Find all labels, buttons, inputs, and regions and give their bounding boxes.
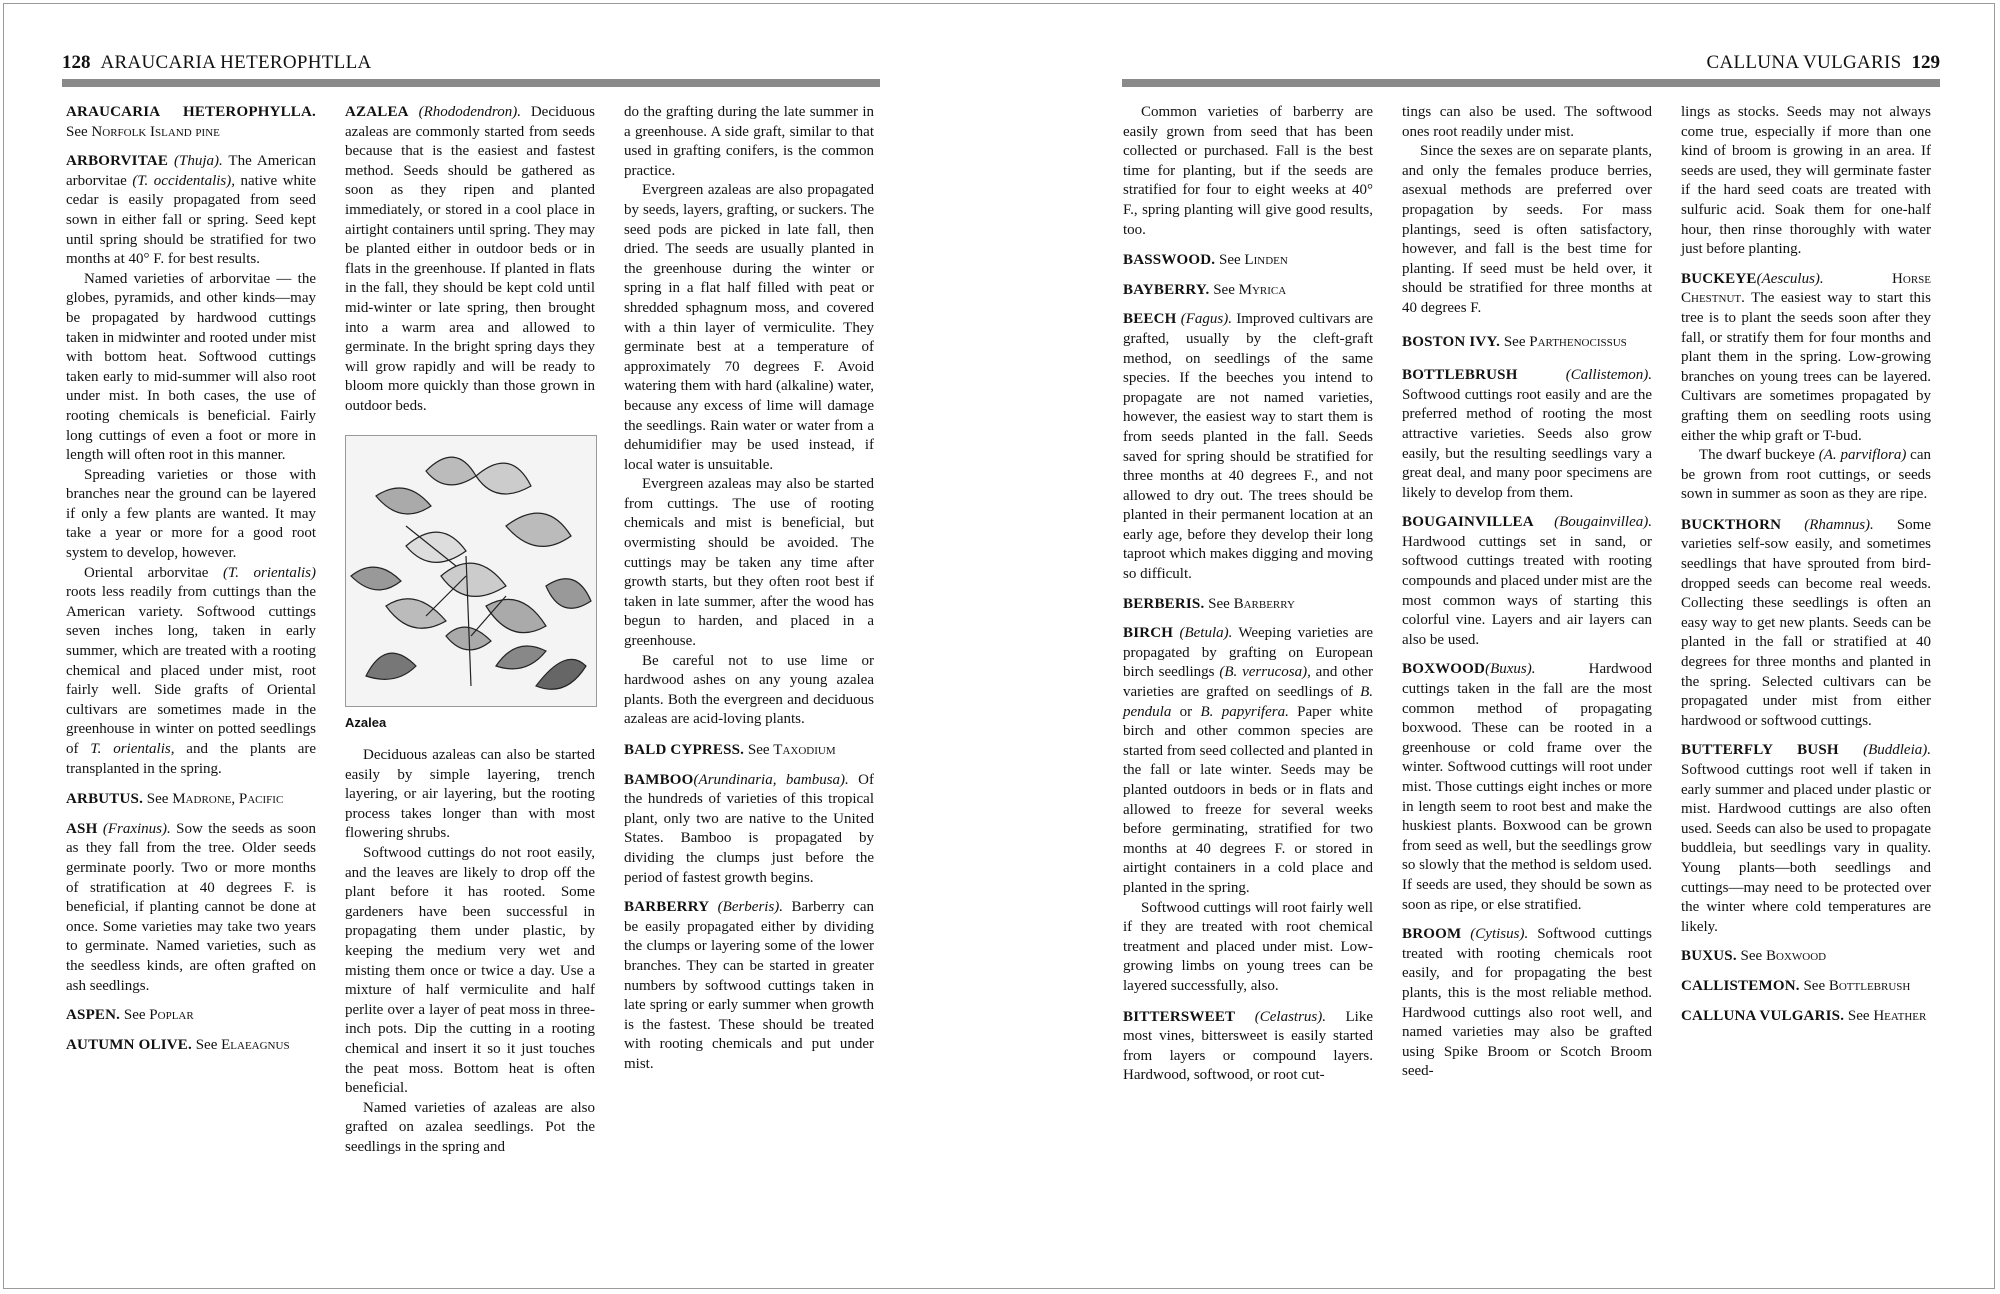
scientific-name: (Arundinaria, bambusa). [693, 771, 849, 788]
entry-barberry [624, 898, 874, 1074]
right-page [1122, 0, 1940, 1294]
headword: BAYBERRY. [1123, 281, 1210, 298]
entry-text: See [143, 791, 173, 808]
paragraph: Be careful not to use lime or hardwood ashes on any young azalea plants. Both the evergreen and deciduous azaleas are acid-loving plants. [624, 652, 874, 728]
paragraph: Common varieties of barberry are easily grown from seed that has been collected or purchased. Fall is the best time for planting, but if the seeds are stratified for four to eight weeks at 40° F., spring planting will give good results, too. [1123, 104, 1373, 238]
cross-reference: Madrone, Pacific [172, 791, 284, 808]
entry-text: roots less readily from cuttings than the American variety. Softwood cuttings seven inches long, taken in early summer, which are treated with a rooting chemical and placed under mist, root fairly well. Side grafts of Oriental cultivars are sometimes made in the greenhouse in winter on potted seedlings of [66, 584, 316, 757]
entry-text: See [1500, 333, 1530, 350]
entry-bottlebrush [1402, 366, 1652, 503]
paragraph: Softwood cuttings will root fairly well if they are treated with root chemical treatment and placed under mist. Low-growing limbs on young trees can be layered successfully, also. [1123, 899, 1373, 994]
entry-text: Barberry can be easily propagated either by dividing the clumps or layering some of the lower branches. They can be started in greater numbers by softwood cuttings taken in late spring or early summer when growth is the fastest. These should be treated with rooting chemicals and put under mist. [624, 899, 874, 1072]
headword: BALD CYPRESS. [624, 742, 745, 758]
entry-text: Some varieties self-sow easily, and sometimes seedlings that have sprouted from bird-dropped seeds can become real weeds. Collecting these seedlings is often an easy way to get new plants. Seeds can be planted in the fall or stratified at 40 degrees for three months and planted in the spring. Selected cultivars can be propagated under mist from either hardwood or softwood cuttings. [1681, 516, 1931, 729]
paragraph: Softwood cuttings do not root easily, and the leaves are likely to drop off the plant before it has rooted. Some gardeners have been successful in propagating them under plastic, by keeping the medium very wet and misting them once or twice a day. Use a mixture of half vermiculite and half perlite over a layer of peat moss in three-inch pots. Dip the cutting in a rooting chemical and insert it so it just touches the peat moss. Bottom heat is often beneficial. [345, 845, 595, 1097]
headword: BUTTERFLY BUSH [1681, 742, 1839, 759]
scientific-name: (B. verrucosa), [1219, 664, 1311, 681]
scientific-name: (Thuja). [168, 153, 223, 170]
paragraph: Since the sexes are on separate plants, and only the females produce berries, asexual methods are preferred over propagation by seeds. For mass plantings, seed is often satisfactory, however, and fall is the best time for planting. If seed must be held over, it should be stratified for three months at 40 degrees F. [1402, 143, 1652, 316]
page-number-left: 128 [62, 52, 91, 73]
entry-text: Hardwood cuttings taken in the fall are the most common method of propagating boxwood. These can be rooted in a greenhouse or cold frame over the winter. Softwood cuttings will root under mist. Those cuttings eight inches or more in length seem to root best and make the huskiest plants. Boxwood can be grown from seed as well, but the seedlings grow so slowly that the method is seldom used. If seeds are used, they should be sown as soon as ripe, or else stratified. [1402, 661, 1652, 913]
headword: BROOM [1402, 926, 1462, 943]
entry-araucaria [66, 103, 316, 142]
scientific-name: (Celastrus). [1235, 1008, 1326, 1025]
column-2 [345, 103, 595, 1158]
entry-autumn-olive [66, 1036, 316, 1056]
headword: CALLISTEMON. [1681, 977, 1800, 994]
headword: BAMBOO [624, 771, 694, 788]
paragraph: Spreading varieties or those with branches near the ground can be layered if only a few plants are wanted. It may take a year or more for a good root system to develop, however. [66, 466, 316, 562]
entry-text: See [1215, 252, 1245, 269]
figure-caption: Azalea [345, 714, 387, 730]
cross-reference: Heather [1873, 1007, 1927, 1024]
left-page [62, 0, 880, 1294]
entry-callistemon [1681, 977, 1931, 997]
headword: BITTERSWEET [1123, 1008, 1236, 1025]
headword: BIRCH [1123, 625, 1174, 642]
headword: BERBERIS. [1123, 595, 1205, 612]
entry-text: The easiest way to start this tree is to plant the seeds soon after they fall, or stratify them for four months and plant them in the spring. Low-growing branches on young trees can be layered. Cultivars are sometimes propagated by grafting them on seedling roots using either the whip graft or T-bud. [1681, 290, 1931, 444]
entry-text: See [1204, 595, 1234, 612]
entry-text: See [191, 1036, 222, 1053]
entry-buckthorn [1681, 516, 1931, 732]
column-5 [1402, 103, 1652, 1092]
headword: BEECH [1123, 311, 1177, 328]
entry-butterfly-bush [1681, 741, 1931, 937]
entry-text: See [1209, 281, 1239, 298]
entry-arborvitae [66, 152, 316, 270]
cross-reference: Horse Chestnut. [1681, 270, 1931, 307]
entry-text: Softwood cuttings root easily and are the preferred method of rooting the most attractive varieties. Seeds also grow easily, but the resulting seedlings vary a great deal, and many poor specimens are likely to develop from them. [1402, 386, 1652, 501]
entry-text: Improved cultivars are grafted, usually by the cleft-graft method, on seedlings of the same species. If the beeches you intend to propagate are not named varieties, however, the easiest way to start them is from seeds planted in the fall. Seeds saved for spring should be stratified for three months at 40 degrees F., and not allowed to dry out. The trees should be planted in their permanent location at an early age, before they develop their long taproot which makes digging and moving so difficult. [1123, 311, 1373, 583]
entry-boxwood [1402, 660, 1652, 915]
scientific-name: (Bougainvillea). [1533, 514, 1652, 531]
headword: BUXUS. [1681, 948, 1737, 965]
entry-bald-cypress [624, 741, 874, 761]
running-title-left: ARAUCARIA HETEROPHTLLA [100, 52, 372, 73]
headword: AZALEA [345, 104, 409, 120]
entry-birch [1123, 624, 1373, 898]
scientific-name: (T. occidentalis), [132, 172, 236, 189]
scientific-name: (A. parviflora) [1818, 447, 1907, 464]
headword: ASH [66, 820, 98, 837]
scientific-name: (Fraxinus). [97, 820, 171, 837]
headword: BASSWOOD. [1123, 252, 1216, 269]
right-running-head [1122, 52, 1940, 78]
scientific-name: (Callistemon). [1517, 367, 1652, 384]
entry-text: The American arborvitae [66, 153, 317, 189]
paragraph: Evergreen azaleas may also be started from cuttings. The use of rooting chemicals and mist is beneficial, but overmisting should be avoided. The cuttings may be taken any time after growth starts, but they often root best if taken in late summer, after the wood has begun to harden, and placed in a greenhouse. [624, 476, 874, 650]
entry-text: Softwood cuttings treated with rooting chemicals root easily, and for propagating the best plants, this is the most reliable method. Hardwood cuttings also root well, and named varieties may also be grafted using Spike Broom or Scotch Broom seed- [1402, 926, 1652, 1080]
entry-text: Oriental arborvitae [84, 564, 223, 581]
cross-reference: Myrica [1238, 281, 1287, 298]
headword: BUCKEYE [1681, 270, 1757, 287]
scientific-name: (Betula). [1173, 625, 1233, 642]
entry-aspen [66, 1006, 316, 1026]
entry-bayberry [1123, 281, 1373, 301]
column-6 [1681, 103, 1931, 1036]
paragraph [1681, 446, 1931, 505]
headword: BOSTON IVY. [1402, 333, 1501, 350]
scientific-name: (Buxus). [1485, 661, 1536, 678]
entry-text: Sow the seeds as soon as they fall from the tree. Older seeds germinate poorly. Two or more months of stratification at 40 degrees F. is beneficial, if planting cannot be done at once. Some varieties may take two years to germinate. Named varieties, such as the seedless kinds, are often grafted on ash seedlings. [66, 820, 316, 994]
entry-broom [1402, 925, 1652, 1082]
scientific-name: (Rhododendron). [408, 104, 521, 120]
cross-reference: Parthenocissus [1529, 333, 1627, 350]
entry-bittersweet [1123, 1008, 1373, 1086]
page-number-right: 129 [1911, 52, 1940, 73]
scientific-name: (Buddleia). [1838, 742, 1931, 759]
entry-boston-ivy [1402, 333, 1652, 353]
entry-text: See [120, 1007, 150, 1024]
scientific-name: (Cytisus). [1461, 926, 1529, 943]
entry-text: See [1799, 977, 1829, 994]
paragraph: Deciduous azaleas can also be started easily by simple layering, trench layering, or air layering, but the rooting process takes longer than with most flowering shrubs. [345, 747, 595, 842]
headword: BOTTLEBRUSH [1402, 367, 1518, 384]
headword: BARBERRY [624, 899, 710, 916]
entry-bamboo [624, 771, 874, 889]
paragraph: Named varieties of azaleas are also grafted on azalea seedlings. Pot the seedlings in the spring and [345, 1099, 595, 1155]
header-rule-right [1122, 79, 1940, 87]
entry-text: See [1736, 948, 1766, 965]
entry-text: Weeping varieties are propagated by grafting on European birch seedlings [1123, 625, 1373, 681]
scientific-name: (Aesculus). [1756, 270, 1824, 287]
cross-reference: Elaeagnus [221, 1036, 290, 1053]
entry-text: See [1844, 1007, 1874, 1024]
cross-reference: Poplar [149, 1007, 194, 1024]
headword: ARBUTUS. [66, 791, 144, 808]
paragraph: tings can also be used. The softwood ones root readily under mist. [1402, 104, 1652, 140]
scientific-name: B. papyrifera. [1200, 703, 1289, 720]
paragraph: do the grafting during the late summer in a greenhouse. A side graft, similar to that used in grafting conifers, is the common practice. [624, 104, 874, 179]
entry-text: Paper white birch and other common species are started from seed collected and planted in the fall or late winter. Seeds may be planted outdoors in beds or in flats and allowed to freeze for several weeks before germinating, stratified for two months at 40 degrees F. or stored in airtight containers in a cold place and planted in the spring. [1123, 703, 1373, 896]
column-3 [624, 103, 874, 1085]
column-4 [1123, 103, 1373, 1096]
headword: CALLUNA VULGARIS. [1681, 1007, 1845, 1024]
entry-buxus [1681, 947, 1931, 967]
headword: AUTUMN OLIVE. [66, 1036, 192, 1053]
entry-calluna-vulgaris [1681, 1007, 1931, 1027]
cross-reference: Taxodium [773, 742, 836, 758]
entry-text: Hardwood cuttings set in sand, or softwood cuttings treated with rooting compounds and placed under mist are the most common ways of starting this colorful vine. Layers and air layers can also be used. [1402, 533, 1652, 648]
entry-text: See [744, 742, 774, 758]
headword: BOUGAINVILLEA [1402, 514, 1534, 531]
entry-text: Deciduous azaleas are commonly started from seeds because that is the easiest and fastest method. Seeds should be gathered as soon as they ripen and planted immediately, or stored in a cool place in airtight containers until spring. They may be planted either in outdoor beds or in flats in the greenhouse. If planted in flats in the fall, they should be kept cold until mid-winter or late spring, then brought into a warm area and allowed to germinate. In the bright spring days they will grow rapidly and will be ready to bloom more quickly than those grown in outdoor beds. [345, 104, 595, 414]
headword: ARBORVITAE [66, 153, 169, 170]
entry-ash [66, 820, 316, 996]
headword: BUCKTHORN [1681, 516, 1782, 533]
scientific-name: T. orientalis, [90, 741, 175, 757]
paragraph: Named varieties of arborvitae — the globes, pyramids, and other kinds—may be propagated by hardwood cuttings taken in midwinter and rooted under mist with bottom heat. Softwood cuttings taken early to mid-summer will also root under mist. In both cases, the use of rooting chemicals is beneficial. Fairly long cuttings of even a foot or more in length will often root in this manner. [66, 270, 316, 464]
cross-reference: Linden [1244, 252, 1288, 269]
headword: ARAUCARIA HETEROPHYLLA. [66, 104, 316, 120]
cross-reference: Boxwood [1765, 948, 1827, 965]
entry-text: native white cedar is easily propagated from seed sown in either fall or spring. Seed kept until spring should be stratified for two months at 40° F. for best results. [66, 172, 316, 268]
entry-buckeye [1681, 270, 1931, 446]
entry-text: See [66, 123, 92, 140]
paragraph [66, 564, 316, 780]
cross-reference: Barberry [1233, 595, 1295, 612]
entry-text: can be grown from root cuttings, or seeds sown in summer as soon as they are ripe. [1681, 447, 1931, 503]
entry-basswood [1123, 251, 1373, 271]
entry-text: Softwood cuttings root well if taken in early summer and placed under plastic or mist. Hardwood cuttings are also often used. Seeds can also be used to propagate buddleia, but seedlings vary in quality. Young plants—both seedlings and cuttings—may need to be protected over the winter where cold temperatures are likely. [1681, 762, 1931, 935]
entry-azalea [345, 103, 595, 417]
paragraph: lings as stocks. Seeds may not always come true, especially if more than one kind of broom is growing in an area. If seeds are used, they will germinate faster if the hard seed coats are treated with sulfuric acid. Soak them for one-half hour, then rinse thoroughly with water just before planting. [1681, 104, 1931, 258]
entry-text: and other varieties are grafted on seedlings of [1123, 664, 1373, 701]
entry-text: Like most vines, bittersweet is easily started from layers or compound layers. Hardwood, softwood, or root cut- [1123, 1008, 1373, 1084]
cross-reference: Norfolk Island pine [91, 123, 220, 140]
scientific-name: (Berberis). [709, 899, 784, 916]
column-1 [66, 103, 316, 1065]
scientific-name: B. pendula [1123, 684, 1373, 720]
azalea-illustration [345, 435, 597, 707]
entry-beech [1123, 310, 1373, 584]
entry-arbutus [66, 790, 316, 810]
headword: ASPEN. [66, 1007, 121, 1024]
entry-text: The dwarf buckeye [1699, 447, 1819, 464]
header-rule-left [62, 79, 880, 87]
entry-text: and the plants are transplanted in the spring. [66, 741, 317, 777]
entry-berberis [1123, 595, 1373, 615]
running-title-right: CALLUNA VULGARIS [1706, 52, 1902, 73]
headword: BOXWOOD [1402, 661, 1486, 678]
scientific-name: (Fagus). [1176, 311, 1232, 328]
cross-reference: Bottlebrush [1828, 977, 1911, 994]
scientific-name: (Rhamnus). [1781, 516, 1874, 533]
entry-text: or [1171, 703, 1201, 720]
entry-bougainvillea [1402, 513, 1652, 650]
scientific-name: (T. orientalis) [223, 564, 316, 581]
paragraph: Evergreen azaleas are also propagated by seeds, layers, grafting, or suckers. The seed pods are picked in late fall, then dried. The seeds are usually planted in the greenhouse during the winter or spring in a flat half filled with peat or shredded sphagnum moss, and covered with a thin layer of vermiculite. They germinate best at a temperature of approximately 70 degrees F. Avoid watering them with hard (alkaline) water, because any excess of lime will damage the seedlings. Rain water or water from a dehumidifier may be used instead, if local water is unsuitable. [624, 182, 874, 473]
left-running-head [62, 52, 880, 78]
entry-text: Of the hundreds of varieties of this tropical plant, only two are native to the United States. Bamboo is propagated by dividing the clumps just before the period of fastest growth begins. [624, 771, 874, 886]
